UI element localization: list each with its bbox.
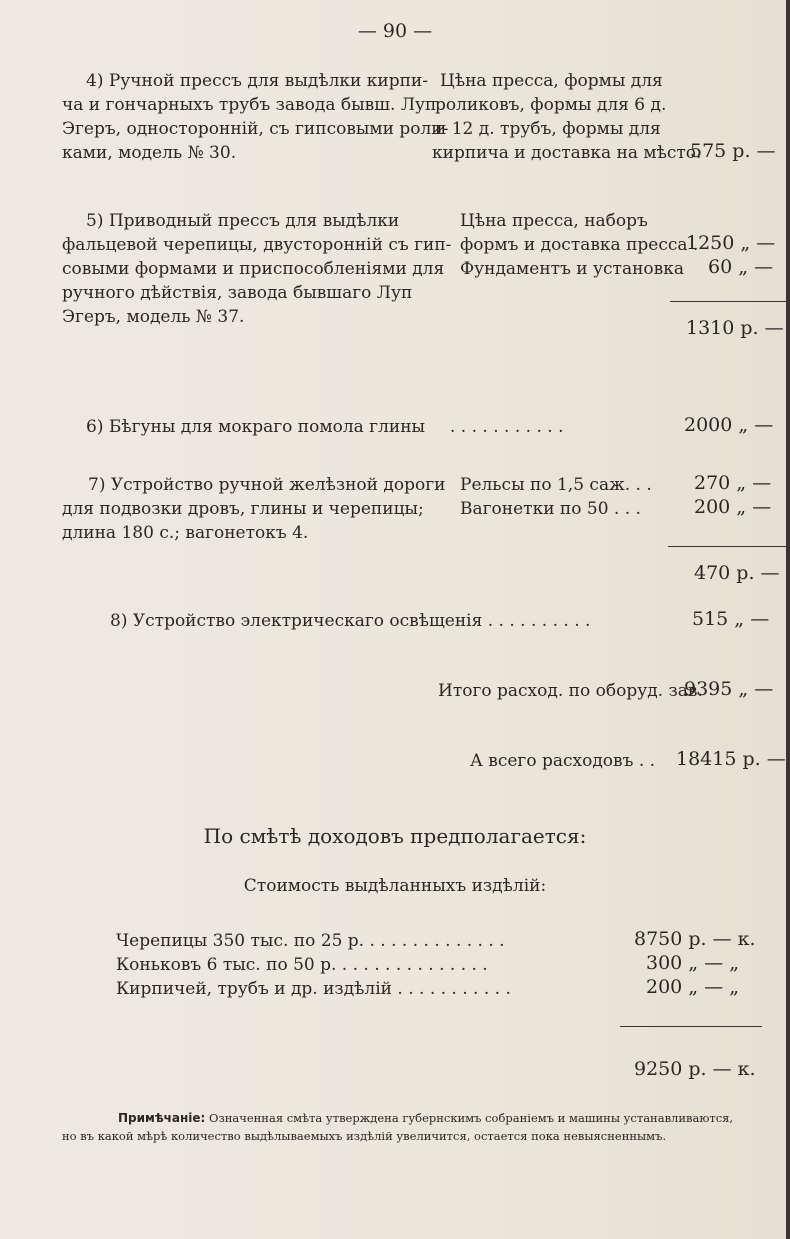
item-5-sum-rule bbox=[670, 301, 786, 302]
equipment-total-label: Итого расход. по оборуд. зав. bbox=[438, 681, 703, 701]
item-7-total: 470 р. — bbox=[694, 562, 780, 584]
equipment-total-amount: 9395 „ — bbox=[684, 678, 774, 700]
item-4-desc-line-4: ками, модель № 30. bbox=[62, 143, 237, 163]
income-subtitle: Стоимость выдѣланныхъ издѣлій: bbox=[243, 876, 547, 896]
footnote-text-2: но въ какой мѣрѣ количество выдѣлываемыхъ издѣлій увеличится, остается пока невыясненнымъ. bbox=[62, 1129, 667, 1143]
footnote-text-1: Означенная смѣта утверждена губернскимъ собраніемъ и машины устанавливаются, bbox=[209, 1111, 734, 1125]
page-edge-shadow bbox=[786, 0, 790, 1239]
item-6-desc: 6) Бѣгуны для мокраго помола глины bbox=[86, 417, 426, 437]
item-7-note-line-1: Рельсы по 1,5 саж. . . bbox=[460, 475, 652, 495]
item-7-amount-2: 200 „ — bbox=[694, 496, 772, 518]
footnote-label: Примѣчаніе: bbox=[118, 1111, 206, 1125]
item-4-desc-line-3: Эгеръ, односторонній, съ гипсовыми роли- bbox=[62, 119, 449, 139]
item-5-desc-line-2: фальцевой черепицы, двусторонній съ гип- bbox=[62, 235, 452, 255]
income-sum-rule bbox=[620, 1026, 762, 1027]
income-row-3-amount: 200 „ — „ bbox=[646, 976, 740, 998]
item-5-total: 1310 р. — bbox=[686, 317, 784, 339]
item-6-amount: 2000 „ — bbox=[684, 414, 774, 436]
item-7-amount-1: 270 „ — bbox=[694, 472, 772, 494]
item-5-note-line-1: Цѣна пресса, наборъ bbox=[460, 211, 648, 231]
item-4-note-line-4: кирпича и доставка на мѣсто. bbox=[432, 143, 702, 163]
item-5-amount-2: 60 „ — bbox=[708, 256, 774, 278]
item-4-amount: 575 р. — bbox=[690, 140, 776, 162]
item-7-desc-line-2: для подвозки дровъ, глины и черепицы; bbox=[62, 499, 424, 519]
item-4-desc-line-1: 4) Ручной прессъ для выдѣлки кирпи- bbox=[86, 71, 428, 91]
item-4-note-line-3: и 12 д. трубъ, формы для bbox=[435, 119, 661, 139]
item-6-dots: . . . . . . . . . . . bbox=[450, 417, 564, 437]
income-row-2-label: Коньковъ 6 тыс. по 50 р. . . . . . . . . . . . . . . bbox=[116, 955, 488, 975]
all-expenses-label: А всего расходовъ . . bbox=[470, 751, 656, 771]
footnote-line-1 bbox=[118, 1110, 733, 1127]
income-row-3-label: Кирпичей, трубъ и др. издѣлій . . . . . . . . . . . bbox=[116, 979, 511, 999]
item-8-desc: 8) Устройство электрическаго освѣщенія . . . . . . . . . . bbox=[110, 611, 591, 631]
income-total: 9250 р. — к. bbox=[634, 1058, 756, 1080]
item-7-desc-line-1: 7) Устройство ручной желѣзной дороги bbox=[88, 475, 446, 495]
income-row-1-label: Черепицы 350 тыс. по 25 р. . . . . . . . . . . . . . bbox=[116, 931, 505, 951]
item-5-desc-line-1: 5) Приводный прессъ для выдѣлки bbox=[86, 211, 400, 231]
item-7-note-line-2: Вагонетки по 50 . . . bbox=[460, 499, 641, 519]
item-4-note-line-1: Цѣна пресса, формы для bbox=[440, 71, 663, 91]
item-5-note-line-2: формъ и доставка пресса . bbox=[460, 235, 699, 255]
income-row-1-amount: 8750 р. — к. bbox=[634, 928, 756, 950]
item-4-note-line-2: роликовъ, формы для 6 д. bbox=[435, 95, 667, 115]
item-5-desc-line-5: Эгеръ, модель № 37. bbox=[62, 307, 245, 327]
item-8-amount: 515 „ — bbox=[692, 608, 770, 630]
income-row-2-amount: 300 „ — „ bbox=[646, 952, 740, 974]
all-expenses-amount: 18415 р. — bbox=[676, 748, 786, 770]
item-7-desc-line-3: длина 180 с.; вагонетокъ 4. bbox=[62, 523, 309, 543]
item-7-sum-rule bbox=[668, 546, 786, 547]
item-5-desc-line-3: совыми формами и приспособленіями для bbox=[62, 259, 445, 279]
item-5-note-line-3: Фундаментъ и установка bbox=[460, 259, 684, 279]
income-section-title: По смѣтѣ доходовъ предполагается: bbox=[203, 824, 587, 848]
item-4-desc-line-2: ча и гончарныхъ трубъ завода бывш. Луп bbox=[62, 95, 437, 115]
item-5-desc-line-4: ручного дѣйствія, завода бывшаго Луп bbox=[62, 283, 413, 303]
item-5-amount-1: 1250 „ — bbox=[686, 232, 776, 254]
page-number: — 90 — bbox=[357, 20, 433, 42]
